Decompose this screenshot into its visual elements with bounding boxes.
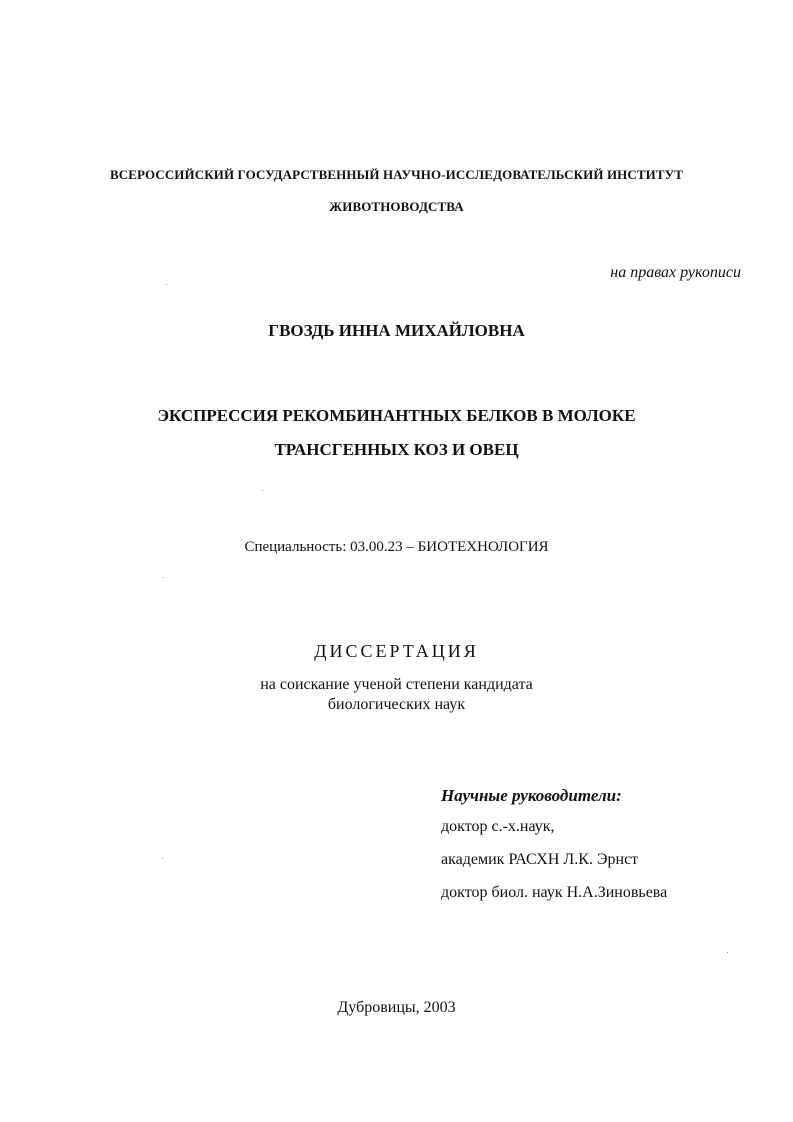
supervisor-line1: доктор с.-х.наук, — [441, 818, 555, 835]
place-and-year: Дубровицы, 2003 — [337, 999, 456, 1016]
degree-line2: биологических наук — [327, 696, 466, 713]
document-type-heading: ДИССЕРТАЦИЯ — [314, 641, 479, 661]
institute-name-line1: ВСЕРОССИЙСКИЙ ГОСУДАРСТВЕННЫЙ НАУЧНО-ИССЛЕДОВАТЕЛЬСКИЙ ИНСТИТУТ — [109, 167, 684, 182]
manuscript-rights-note: на правах рукописи — [610, 264, 741, 281]
scan-speck — [727, 952, 728, 953]
degree-line1: на соискание ученой степени кандидата — [260, 676, 533, 693]
scan-speck — [163, 577, 164, 578]
specialty-line: Специальность: 03.00.23 – БИОТЕХНОЛОГИЯ — [244, 539, 549, 555]
institute-name-line2: ЖИВОТНОВОДСТВА — [329, 199, 464, 214]
supervisors-heading: Научные руководители: — [441, 786, 622, 805]
author-name: ГВОЗДЬ ИННА МИХАЙЛОВНА — [268, 321, 525, 340]
supervisor-line3: доктор биол. наук Н.А.Зиновьева — [441, 884, 668, 901]
dissertation-title-line2: ТРАНСГЕННЫХ КОЗ И ОВЕЦ — [274, 440, 519, 459]
scan-speck — [262, 490, 263, 491]
dissertation-title-line1: ЭКСПРЕССИЯ РЕКОМБИНАНТНЫХ БЕЛКОВ В МОЛОКЕ — [157, 406, 636, 425]
supervisor-line2: академик РАСХН Л.К. Эрнст — [441, 851, 639, 868]
scan-speck — [166, 284, 167, 285]
scan-speck — [162, 858, 163, 859]
